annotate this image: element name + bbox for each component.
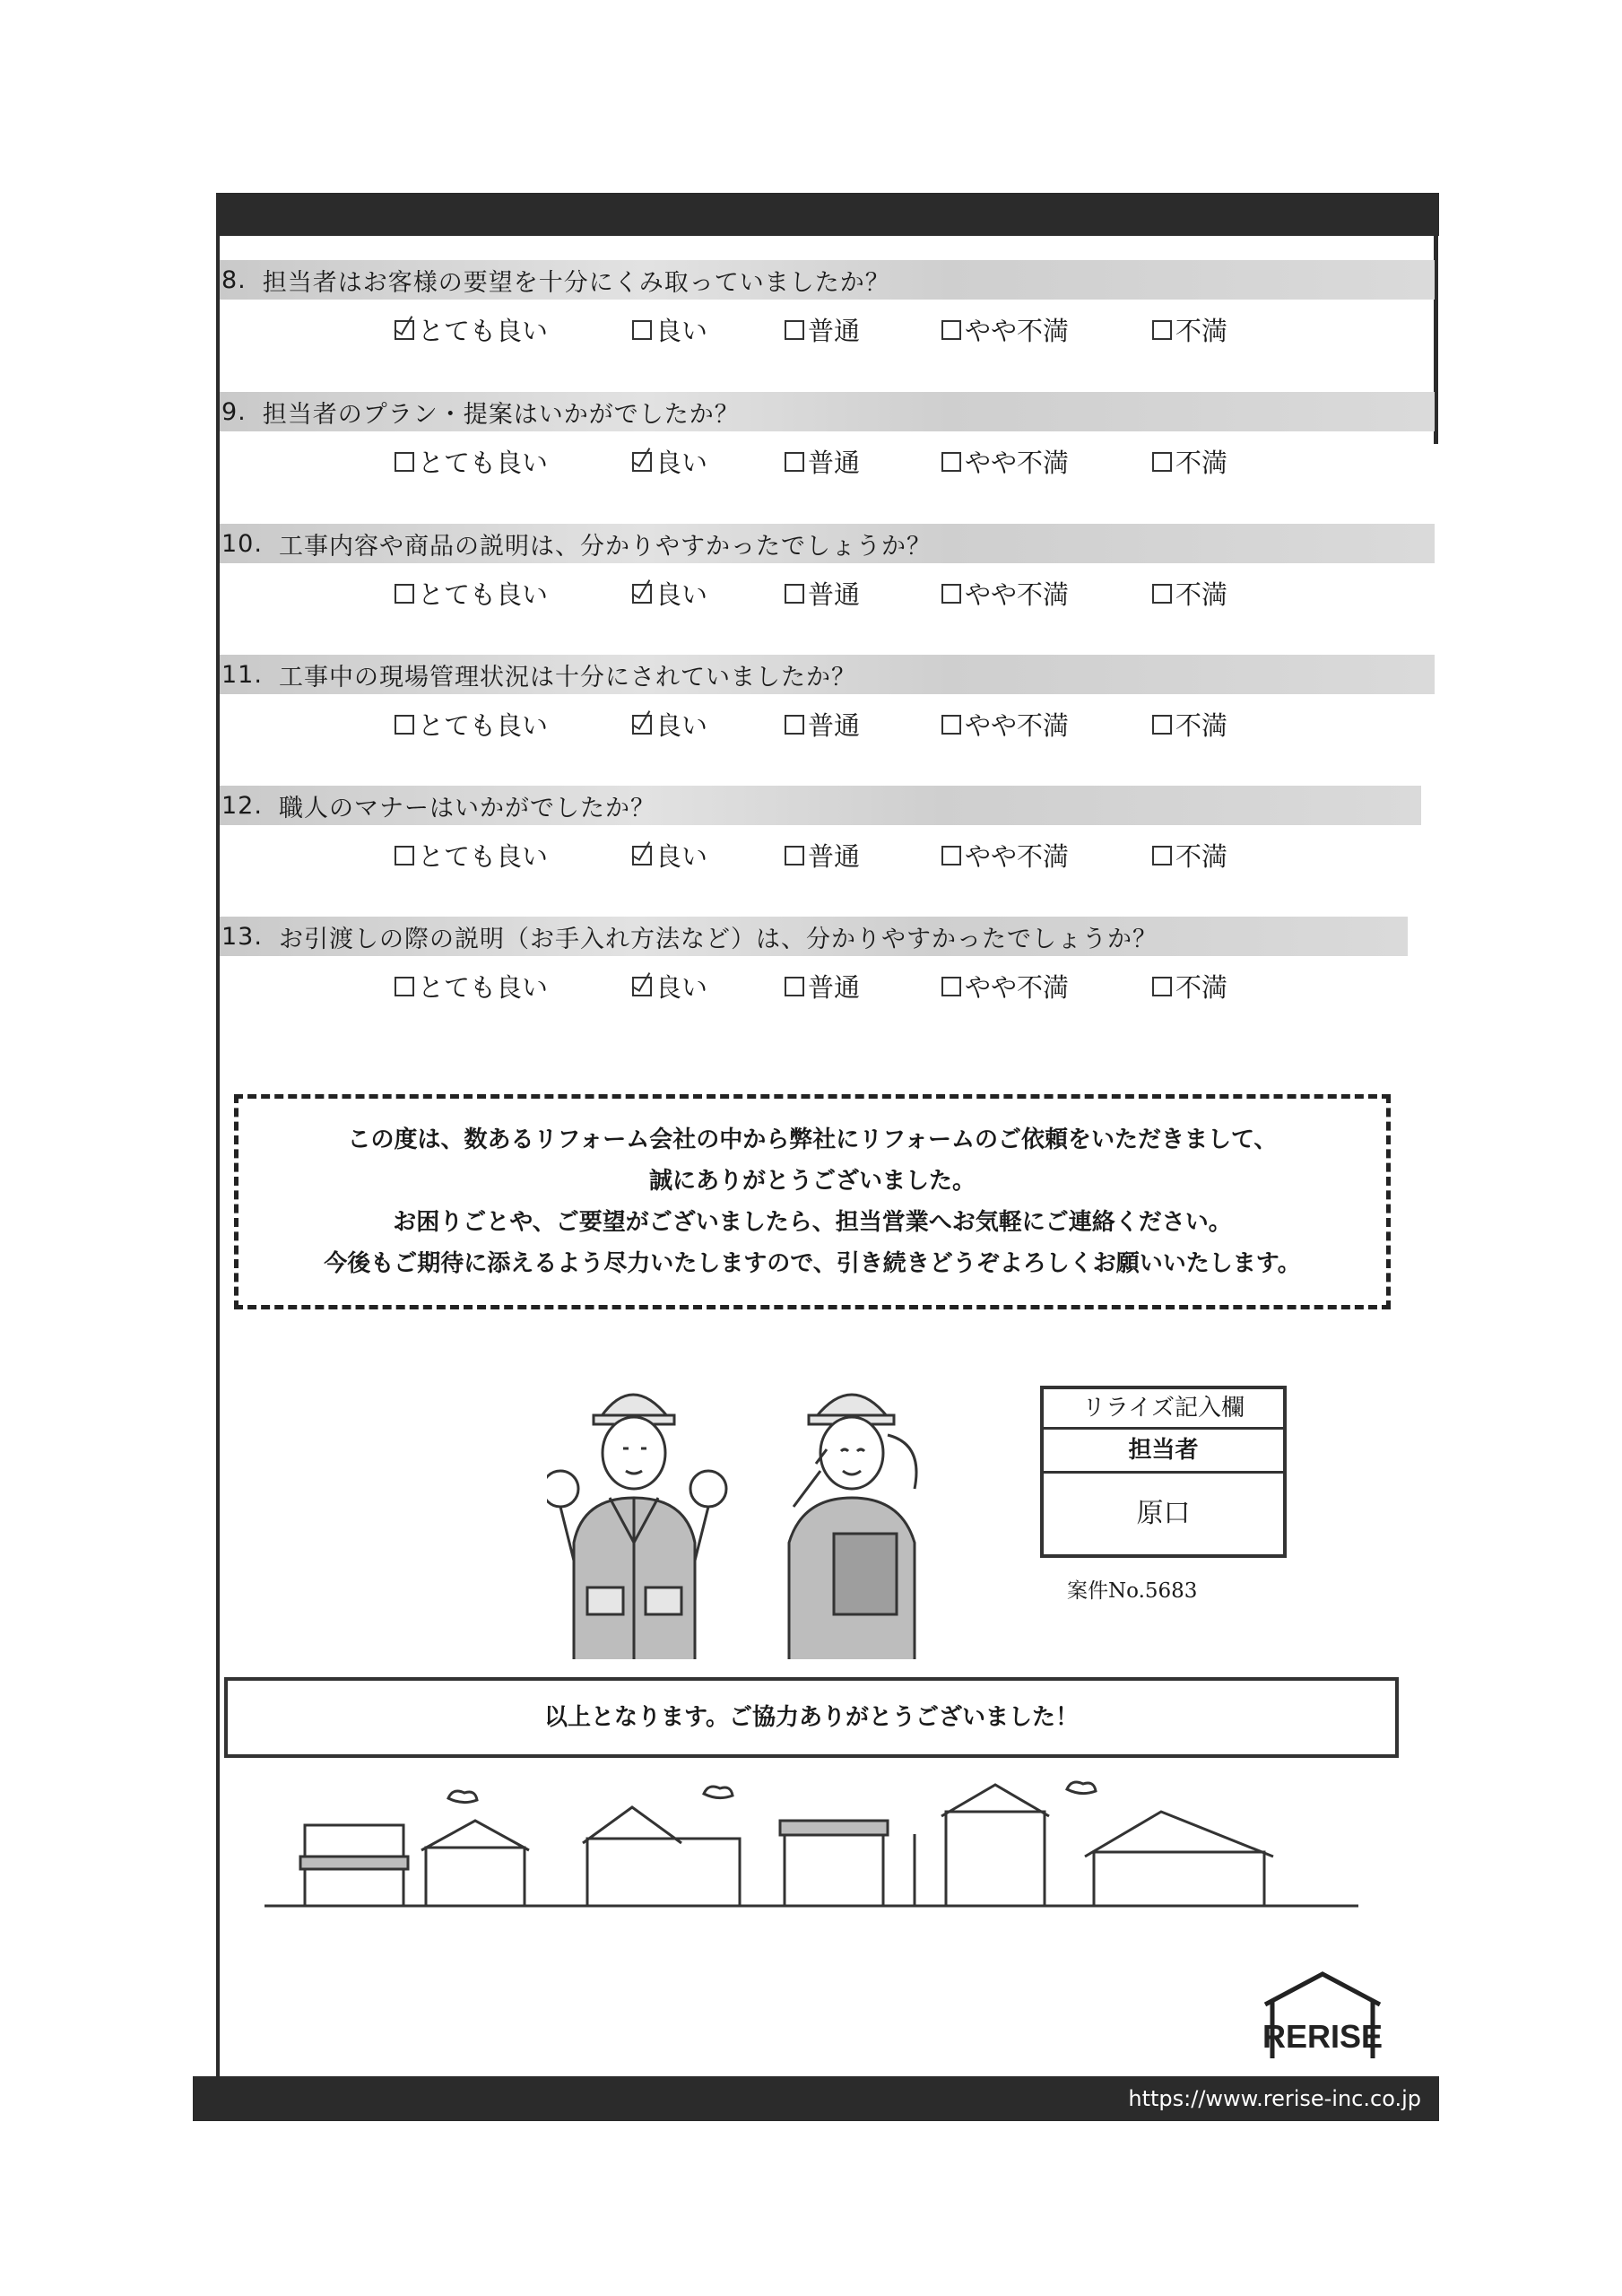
option-普通[interactable] <box>785 968 860 1004</box>
workers-illustration <box>547 1363 959 1659</box>
checkbox[interactable] <box>941 846 961 865</box>
option-label: やや不満 <box>965 316 1070 346</box>
staff-record-box <box>1040 1386 1287 1558</box>
checkbox[interactable] <box>632 846 652 865</box>
option-label: 普通 <box>808 448 861 478</box>
checkbox[interactable] <box>395 846 414 865</box>
option-良い[interactable] <box>632 706 707 743</box>
option-普通[interactable] <box>785 706 860 743</box>
question-number: 13. <box>221 922 263 951</box>
option-label: 良い <box>655 710 708 741</box>
checkbox[interactable] <box>1152 584 1172 604</box>
checkbox[interactable] <box>632 452 652 472</box>
logo-text: RERISE <box>1262 2018 1383 2055</box>
checkbox[interactable] <box>395 584 414 604</box>
question-number: 9. <box>221 397 247 426</box>
option-label: とても良い <box>418 579 549 610</box>
option-label: 普通 <box>808 579 861 610</box>
option-label: 不満 <box>1175 972 1228 1003</box>
option-label: とても良い <box>418 972 549 1003</box>
option-やや不満[interactable] <box>941 837 1069 874</box>
checkbox[interactable] <box>395 715 414 735</box>
message-line-3: お困りごとや、ご要望がございましたら、担当営業へお気軽にご連絡ください。 <box>393 1209 1232 1236</box>
question-12 <box>220 786 1421 825</box>
checkbox[interactable] <box>632 320 652 340</box>
footer-bar <box>193 2076 1439 2121</box>
option-label: やや不満 <box>965 579 1070 610</box>
checkbox[interactable] <box>1152 977 1172 996</box>
question-10 <box>220 524 1435 563</box>
option-普通[interactable] <box>785 837 860 874</box>
question-number: 10. <box>221 529 263 558</box>
option-不満[interactable] <box>1152 968 1227 1004</box>
option-label: とても良い <box>418 316 549 346</box>
town-illustration <box>265 1771 1358 1933</box>
checkbox[interactable] <box>941 320 961 340</box>
checkbox[interactable] <box>785 452 804 472</box>
website-url: https://www.rerise-inc.co.jp <box>1128 2086 1421 2111</box>
option-label: 良い <box>655 579 708 610</box>
option-label: 不満 <box>1175 579 1228 610</box>
staff-name: 原口 <box>1136 1498 1191 1529</box>
checkbox[interactable] <box>785 977 804 996</box>
question-text: お引渡しの際の説明（お手入れ方法など）は、分かりやすかったでしょうか？ <box>278 925 1158 953</box>
checkbox[interactable] <box>1152 452 1172 472</box>
checkbox[interactable] <box>395 452 414 472</box>
checkbox[interactable] <box>785 320 804 340</box>
option-とても良い[interactable] <box>395 706 548 743</box>
option-label: とても良い <box>418 841 549 872</box>
option-label: 普通 <box>808 316 861 346</box>
staff-label: 担当者 <box>1044 1430 1283 1474</box>
option-label: 良い <box>655 972 708 1003</box>
option-良い[interactable] <box>632 575 707 612</box>
question-text: 職人のマナーはいかがでしたか？ <box>278 794 655 822</box>
option-不満[interactable] <box>1152 575 1227 612</box>
question-number: 12. <box>221 791 263 820</box>
question-9 <box>220 392 1435 431</box>
case-number: 案件No.5683 <box>1067 1579 1198 1603</box>
checkbox[interactable] <box>395 320 414 340</box>
option-とても良い[interactable] <box>395 443 548 480</box>
option-とても良い[interactable] <box>395 575 548 612</box>
message-line-4: 今後もご期待に添えるよう尽力いたしますので、引き続きどうぞよろしくお願いいたします。 <box>324 1250 1301 1277</box>
option-label: とても良い <box>418 710 549 741</box>
rerise-logo <box>1260 1969 1385 2067</box>
option-label: やや不満 <box>965 841 1070 872</box>
question-13 <box>220 917 1408 956</box>
option-やや不満[interactable] <box>941 443 1069 480</box>
option-良い[interactable] <box>632 443 707 480</box>
question-text: 工事内容や商品の説明は、分かりやすかったでしょうか？ <box>278 532 932 561</box>
option-label: 普通 <box>808 710 861 741</box>
checkbox[interactable] <box>632 584 652 604</box>
question-number: 11. <box>221 660 263 689</box>
top-bar <box>216 193 1439 236</box>
question-11 <box>220 655 1435 694</box>
option-label: やや不満 <box>965 972 1070 1003</box>
checkbox[interactable] <box>785 715 804 735</box>
option-label: 良い <box>655 316 708 346</box>
option-良い[interactable] <box>632 311 707 348</box>
checkbox[interactable] <box>632 977 652 996</box>
checkbox[interactable] <box>1152 320 1172 340</box>
option-label: やや不満 <box>965 448 1070 478</box>
option-不満[interactable] <box>1152 443 1227 480</box>
checkbox[interactable] <box>941 715 961 735</box>
option-label: 不満 <box>1175 448 1228 478</box>
option-不満[interactable] <box>1152 837 1227 874</box>
checkbox[interactable] <box>1152 715 1172 735</box>
checkbox[interactable] <box>1152 846 1172 865</box>
option-とても良い[interactable] <box>395 837 548 874</box>
question-number: 8. <box>221 265 247 294</box>
option-不満[interactable] <box>1152 706 1227 743</box>
option-label: 良い <box>655 841 708 872</box>
option-普通[interactable] <box>785 311 860 348</box>
checkbox[interactable] <box>632 715 652 735</box>
question-text: 担当者はお客様の要望を十分にくみ取っていましたか？ <box>262 268 890 297</box>
closing-message: 以上となります。ご協力ありがとうございました！ <box>224 1677 1399 1758</box>
checkbox[interactable] <box>785 846 804 865</box>
checkbox[interactable] <box>941 584 961 604</box>
message-line-2: 誠にありがとうございました。 <box>648 1168 976 1195</box>
question-8 <box>220 260 1435 300</box>
option-やや不満[interactable] <box>941 575 1069 612</box>
option-やや不満[interactable] <box>941 311 1069 348</box>
checkbox[interactable] <box>785 584 804 604</box>
survey-page <box>193 193 1439 2121</box>
option-普通[interactable] <box>785 575 860 612</box>
question-text: 担当者のプラン・提案はいかがでしたか？ <box>262 400 740 429</box>
option-不満[interactable] <box>1152 311 1227 348</box>
message-line-1: この度は、数あるリフォーム会社の中から弊社にリフォームのご依頼をいただきまして、 <box>347 1126 1278 1153</box>
option-label: 不満 <box>1175 710 1228 741</box>
option-label: 普通 <box>808 972 861 1003</box>
option-とても良い[interactable] <box>395 968 548 1004</box>
question-text: 工事中の現場管理状況は十分にされていましたか？ <box>278 663 856 691</box>
record-header: リライズ記入欄 <box>1044 1389 1283 1430</box>
option-やや不満[interactable] <box>941 706 1069 743</box>
left-border <box>216 193 220 2103</box>
option-普通[interactable] <box>785 443 860 480</box>
option-label: やや不満 <box>965 710 1070 741</box>
option-とても良い[interactable] <box>395 311 548 348</box>
checkbox[interactable] <box>941 977 961 996</box>
option-label: 不満 <box>1175 841 1228 872</box>
option-label: 不満 <box>1175 316 1228 346</box>
thank-you-message <box>234 1094 1391 1309</box>
option-やや不満[interactable] <box>941 968 1069 1004</box>
option-良い[interactable] <box>632 968 707 1004</box>
checkbox[interactable] <box>941 452 961 472</box>
option-label: とても良い <box>418 448 549 478</box>
option-良い[interactable] <box>632 837 707 874</box>
option-label: 普通 <box>808 841 861 872</box>
checkbox[interactable] <box>395 977 414 996</box>
option-label: 良い <box>655 448 708 478</box>
